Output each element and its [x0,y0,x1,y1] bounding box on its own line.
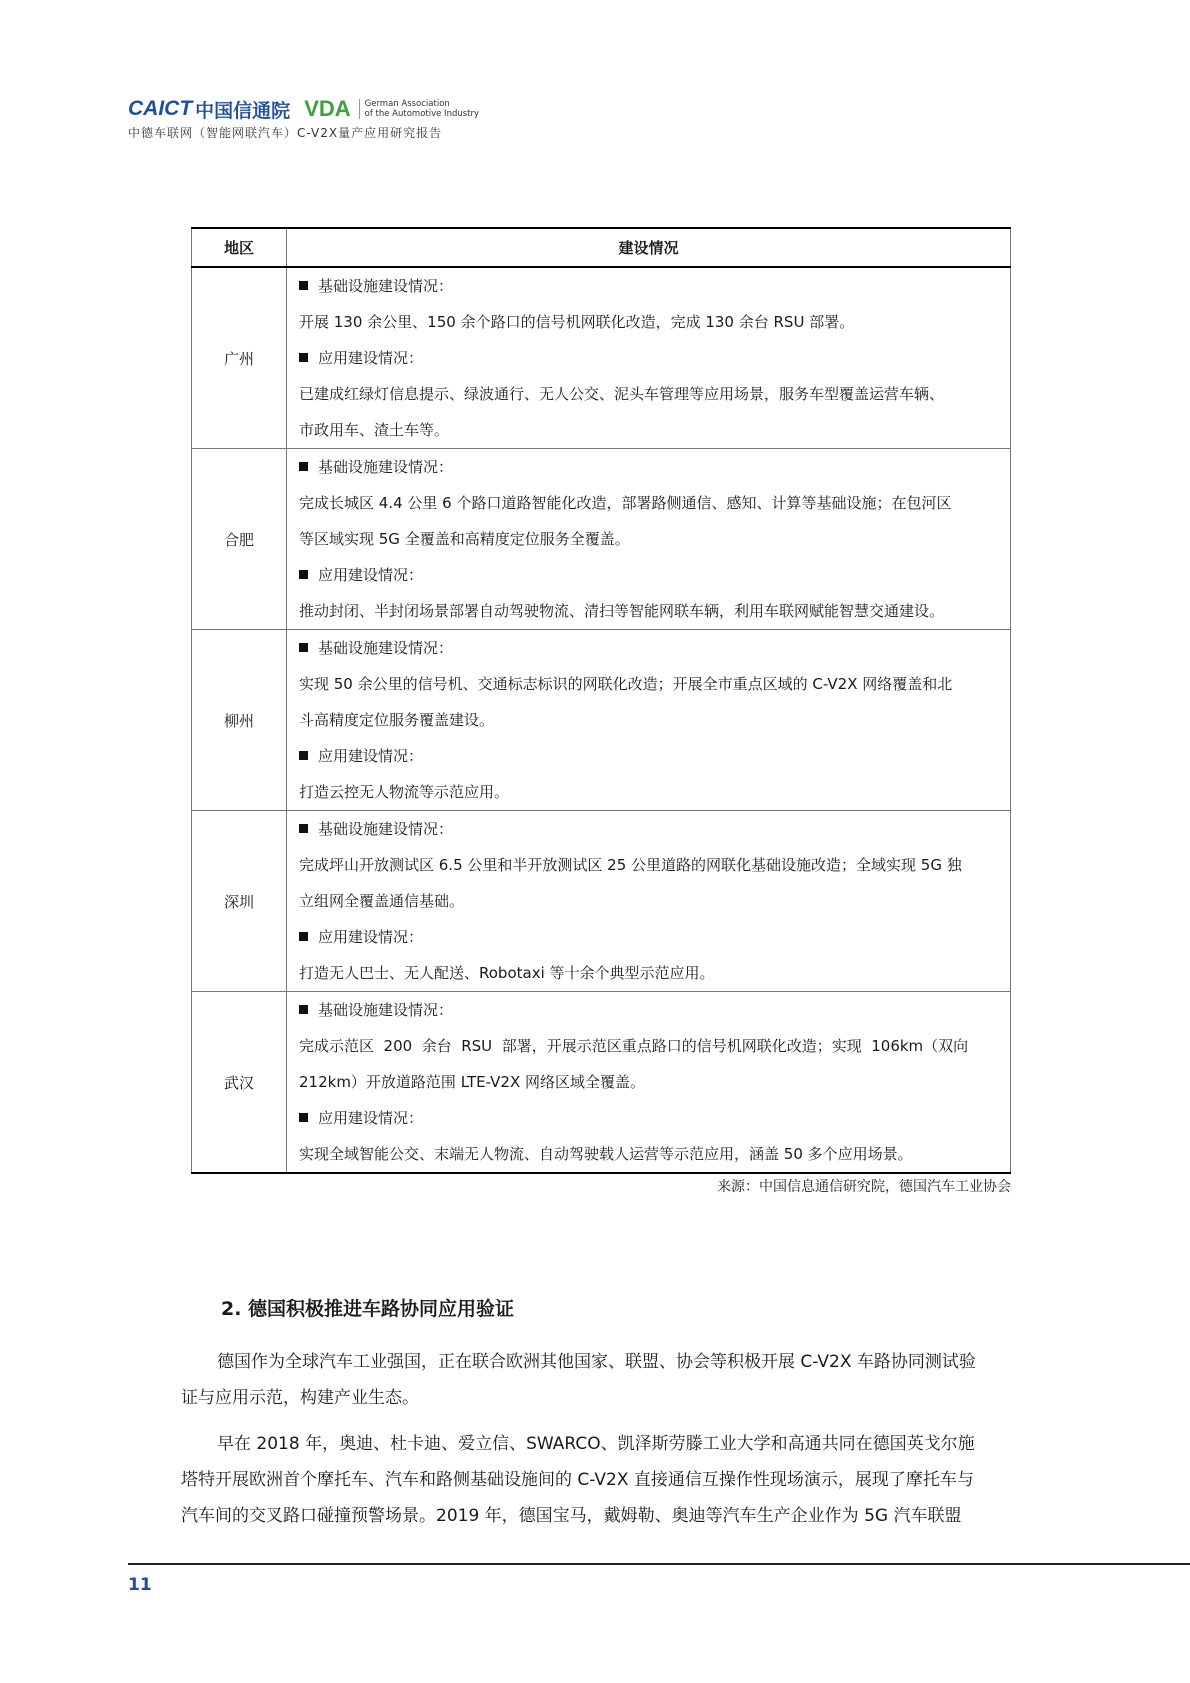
app-heading [299,557,1000,593]
infra-text: 212km）开放道路范围 LTE-V2X 网络区域全覆盖。 [299,1073,646,1091]
infra-heading [299,449,1000,485]
infra-label: 基础设施建设情况： [318,820,454,838]
app-text: 实现全域智能公交、末端无人物流、自动驾驶载人运营等示范应用，涵盖 50 多个应用场景。 [299,1145,913,1163]
square-bullet-icon [299,462,308,471]
infra-text: 完成示范区 200 余台 RSU 部署，开展示范区重点路口的信号机网联化改造；实现 106km（双向 [299,1037,969,1055]
infra-text: 开展 130 余公里、150 余个路口的信号机网联化改造，完成 130 余台 RSU 部署。 [299,313,855,331]
infra-heading [299,992,1000,1028]
square-bullet-icon [299,353,308,362]
square-bullet-icon [299,751,308,760]
infra-heading [299,268,1000,304]
page-number: 11 [128,1575,152,1595]
status-cell [287,992,1011,1174]
infra-heading [299,811,1000,847]
table-row [192,992,1011,1174]
status-cell [287,630,1011,811]
app-text: 打造无人巴士、无人配送、Robotaxi 等十余个典型示范应用。 [299,964,715,982]
square-bullet-icon [299,824,308,833]
infra-text: 实现 50 余公里的信号机、交通标志标识的网联化改造；开展全市重点区域的 C-V2X 网络覆盖和北 [299,675,953,693]
region-cell: 柳州 [192,630,287,811]
table-body [192,267,1011,1173]
region-cell: 武汉 [192,992,287,1174]
app-text: 已建成红绿灯信息提示、绿波通行、无人公交、泥头车管理等应用场景，服务车型覆盖运营车辆、 [299,385,945,403]
section-heading: 2. 德国积极推进车路协同应用验证 [221,1298,515,1320]
status-cell [287,811,1011,992]
footer-divider [128,1563,1190,1565]
table-row [192,630,1011,811]
table-row [192,449,1011,630]
infra-label: 基础设施建设情况： [318,639,454,657]
app-text: 市政用车、渣土车等。 [299,421,450,439]
square-bullet-icon [299,932,308,941]
infra-text: 立组网全覆盖通信基础。 [299,892,465,910]
app-text: 打造云控无人物流等示范应用。 [299,783,510,801]
vda-logo: VDA [304,96,351,121]
infra-text: 等区域实现 5G 全覆盖和高精度定位服务全覆盖。 [299,530,630,548]
app-label: 应用建设情况： [318,566,424,584]
status-cell [287,267,1011,449]
infra-text: 完成长城区 4.4 公里 6 个路口道路智能化改造，部署路侧通信、感知、计算等基础设施；在包河区 [299,494,952,512]
infra-label: 基础设施建设情况： [318,277,454,295]
table-row [192,811,1011,992]
app-label: 应用建设情况： [318,1109,424,1127]
app-label: 应用建设情况： [318,747,424,765]
square-bullet-icon [299,1005,308,1014]
square-bullet-icon [299,1113,308,1122]
table-source: 来源：中国信息通信研究院，德国汽车工业协会 [717,1179,1011,1195]
square-bullet-icon [299,570,308,579]
table-row [192,267,1011,449]
app-label: 应用建设情况： [318,349,424,367]
app-heading [299,340,1000,376]
app-heading [299,919,1000,955]
col-region-header: 地区 [192,228,287,267]
square-bullet-icon [299,281,308,290]
square-bullet-icon [299,643,308,652]
vda-subtitle-line2: of the Automotive Industry [364,109,480,119]
app-text: 推动封闭、半封闭场景部署自动驾驶物流、清扫等智能网联车辆，利用车联网赋能智慧交通建设。 [299,602,945,620]
paragraph-line: 证与应用示范，构建产业生态。 [181,1388,419,1408]
table-header-row [192,228,1011,267]
app-label: 应用建设情况： [318,928,424,946]
logo-row [128,96,479,122]
status-cell [287,449,1011,630]
app-heading [299,738,1000,774]
caict-cn-logo: 中国信通院 [195,99,291,122]
vda-subtitle [359,99,479,119]
vda-subtitle-line1: German Association [364,99,450,109]
paragraph-line: 塔特开展欧洲首个摩托车、汽车和路侧基础设施间的 C-V2X 直接通信互操作性现场演示，展现了摩托车与 [181,1470,974,1490]
region-cell: 合肥 [192,449,287,630]
paragraph-1 [181,1344,1011,1416]
paragraph-2 [181,1426,1011,1534]
page-header [128,96,479,141]
region-cell: 广州 [192,267,287,449]
infra-label: 基础设施建设情况： [318,1001,454,1019]
infra-heading [299,630,1000,666]
col-status-header: 建设情况 [287,228,1011,267]
app-heading [299,1100,1000,1136]
infra-label: 基础设施建设情况： [318,458,454,476]
construction-table [191,227,1011,1174]
caict-logo: CAICT [128,97,193,120]
infra-text: 斗高精度定位服务覆盖建设。 [299,711,495,729]
region-cell: 深圳 [192,811,287,992]
paragraph-line: 早在 2018 年，奥迪、杜卡迪、爱立信、SWARCO、凯泽斯劳滕工业大学和高通共同在德国英戈尔施 [217,1434,975,1454]
paragraph-line: 汽车间的交叉路口碰撞预警场景。2019 年，德国宝马，戴姆勒、奥迪等汽车生产企业作为 5G 汽车联盟 [181,1506,962,1526]
report-title: 中德车联网（智能网联汽车）C-V2X量产应用研究报告 [128,126,443,140]
infra-text: 完成坪山开放测试区 6.5 公里和半开放测试区 25 公里道路的网联化基础设施改造；全域实现 5G 独 [299,856,962,874]
paragraph-line: 德国作为全球汽车工业强国，正在联合欧洲其他国家、联盟、协会等积极开展 C-V2X 车路协同测试验 [217,1352,976,1372]
